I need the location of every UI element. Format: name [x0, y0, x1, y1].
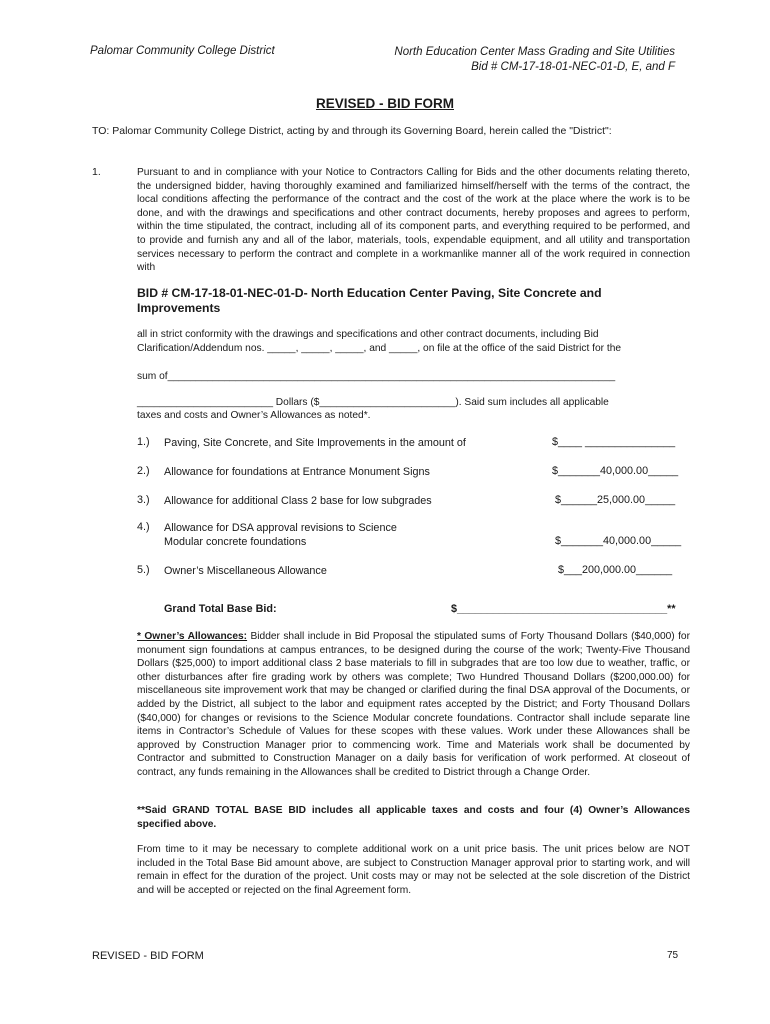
bid-item-description: Owner’s Miscellaneous Allowance: [164, 565, 327, 577]
bid-item-amount: $____ _______________: [552, 436, 676, 448]
grand-total-amount: $___________________________________**: [451, 603, 676, 615]
bid-item-description: [164, 521, 397, 549]
bid-item-description-line2: Modular concrete foundations: [164, 536, 307, 548]
bid-heading: BID # CM-17-18-01-NEC-01-D- North Education Center Paving, Site Concrete and Improvements: [137, 286, 602, 315]
item-number: 1.: [92, 166, 101, 178]
owners-allowances-paragraph: [137, 630, 690, 780]
bid-item-number: 4.): [137, 521, 150, 533]
owners-allowances-heading: * Owner’s Allowances:: [137, 631, 248, 642]
sum-line: sum of_______________________________________________________________________________: [137, 371, 616, 382]
said-grand-total-note-text: **Said GRAND TOTAL BASE BID includes all applicable taxes and costs and four (4) Owner’s Allowances specified above.: [137, 805, 690, 830]
bid-item-amount: $___200,000.00______: [552, 564, 673, 576]
bid-item-amount: $______25,000.00_____: [552, 494, 676, 506]
footer-form-name: REVISED - BID FORM: [92, 950, 204, 962]
bid-item-number: 2.): [137, 465, 150, 477]
unit-price-text: From time to it may be necessary to complete additional work on a unit price basis. The unit prices below are NOT included in the Total Base Bid amount above, are subject to Construction Manager approval prior to starting work, and will remain in effect for the duration of the project. Unit costs may or may not be selected at the sole discretion of the District and will be accepted or rejected on the final Agreement form.: [137, 844, 690, 896]
header-bid-number: Bid # CM-17-18-01-NEC-01-D, E, and F: [471, 61, 675, 73]
bid-item-amount: $_______40,000.00_____: [552, 535, 682, 547]
bid-item-description: Allowance for additional Class 2 base for low subgrades: [164, 495, 432, 507]
page-number: 75: [667, 950, 679, 961]
bid-item-description-line1: Allowance for DSA approval revisions to Science: [164, 522, 397, 534]
owners-allowances-body: Bidder shall include in Bid Proposal the stipulated sums of Forty Thousand Dollars ($40,000) for monument sign foundations at campus entrances, to be designed during the course of the work; Twenty-Five Thousand Dollars ($25,000) to import additional class 2 base materials to fill in subgrades that are too low due to weather, traffic, or other disturbances after fire grading work by others was complete; Two Hundred Thousand Dollars ($200,000.00) for miscellaneous site improvement work that may be changed or clarified during the final DSA approval of the Documents, or added by the District, all subject to the labor and equipment rates accepted by the District; and Forty Thousand Dollars ($40,000) for changes or revisions to the Science Modular concrete foundations. Contractor shall include separate line items in Contractor’s Schedule of Values for these scopes with these values. Work under these Allowances shall be approved by Construction Manager prior to commencing work. Time and Materials work shall be documented by Contractor and submitted to Construction Manager on a daily basis for verification of work performed. At closeout of contract, any funds remaining in the Allowances shall be credited to District through a Change Order.: [137, 631, 690, 778]
grand-total-label: Grand Total Base Bid:: [164, 603, 277, 615]
to-line: TO: Palomar Community College District, acting by and through its Governing Board, herein called the "District":: [92, 125, 612, 137]
bid-item-number: 3.): [137, 494, 150, 506]
dollars-line: ________________________ Dollars ($________________________). Said sum includes all applicable: [137, 397, 609, 408]
bid-item-number: 5.): [137, 564, 150, 576]
header-project: [394, 45, 675, 75]
bid-item-description: Allowance for foundations at Entrance Monument Signs: [164, 466, 430, 478]
owners-allowances-text: [137, 630, 690, 780]
item-paragraph: [137, 166, 690, 275]
bid-item-description: Paving, Site Concrete, and Site Improvements in the amount of: [164, 437, 466, 449]
unit-price-paragraph: [137, 843, 690, 897]
header-district: Palomar Community College District: [90, 45, 275, 57]
page-title: REVISED - BID FORM: [315, 96, 454, 111]
header-project-line1: North Education Center Mass Grading and Site Utilities: [394, 46, 675, 58]
item-paragraph-text: Pursuant to and in compliance with your Notice to Contractors Calling for Bids and the other documents relating thereto, the undersigned bidder, having thoroughly examined and familiarized himself/herself with the terms of the contract, the local conditions affecting the performance of the contract and the cost of the work at the place where the work is to be done, and with the drawings and specifications and other contract documents, hereby proposes and agrees to perform, within the time stipulated, the contract, including all of its component parts, and everything required to be performed, and to provide and furnish any and all of the labor, materials, tools, expendable equipment, and all utility and transportation services necessary to perform the contract and complete in a workmanlike manner all of the work required in connection with: [137, 167, 690, 274]
taxes-line: taxes and costs and Owner’s Allowances as noted*.: [137, 410, 371, 421]
bid-item-number: 1.): [137, 436, 150, 448]
bid-item-amount: $_______40,000.00_____: [552, 465, 679, 477]
conformity-line-1: all in strict conformity with the drawings and specifications and other contract documents, including Bid: [137, 329, 599, 340]
said-grand-total-note: [137, 804, 690, 831]
conformity-line-2: Clarification/Addendum nos. _____, _____, _____, and _____, on file at the office of the said District for the: [137, 343, 622, 354]
